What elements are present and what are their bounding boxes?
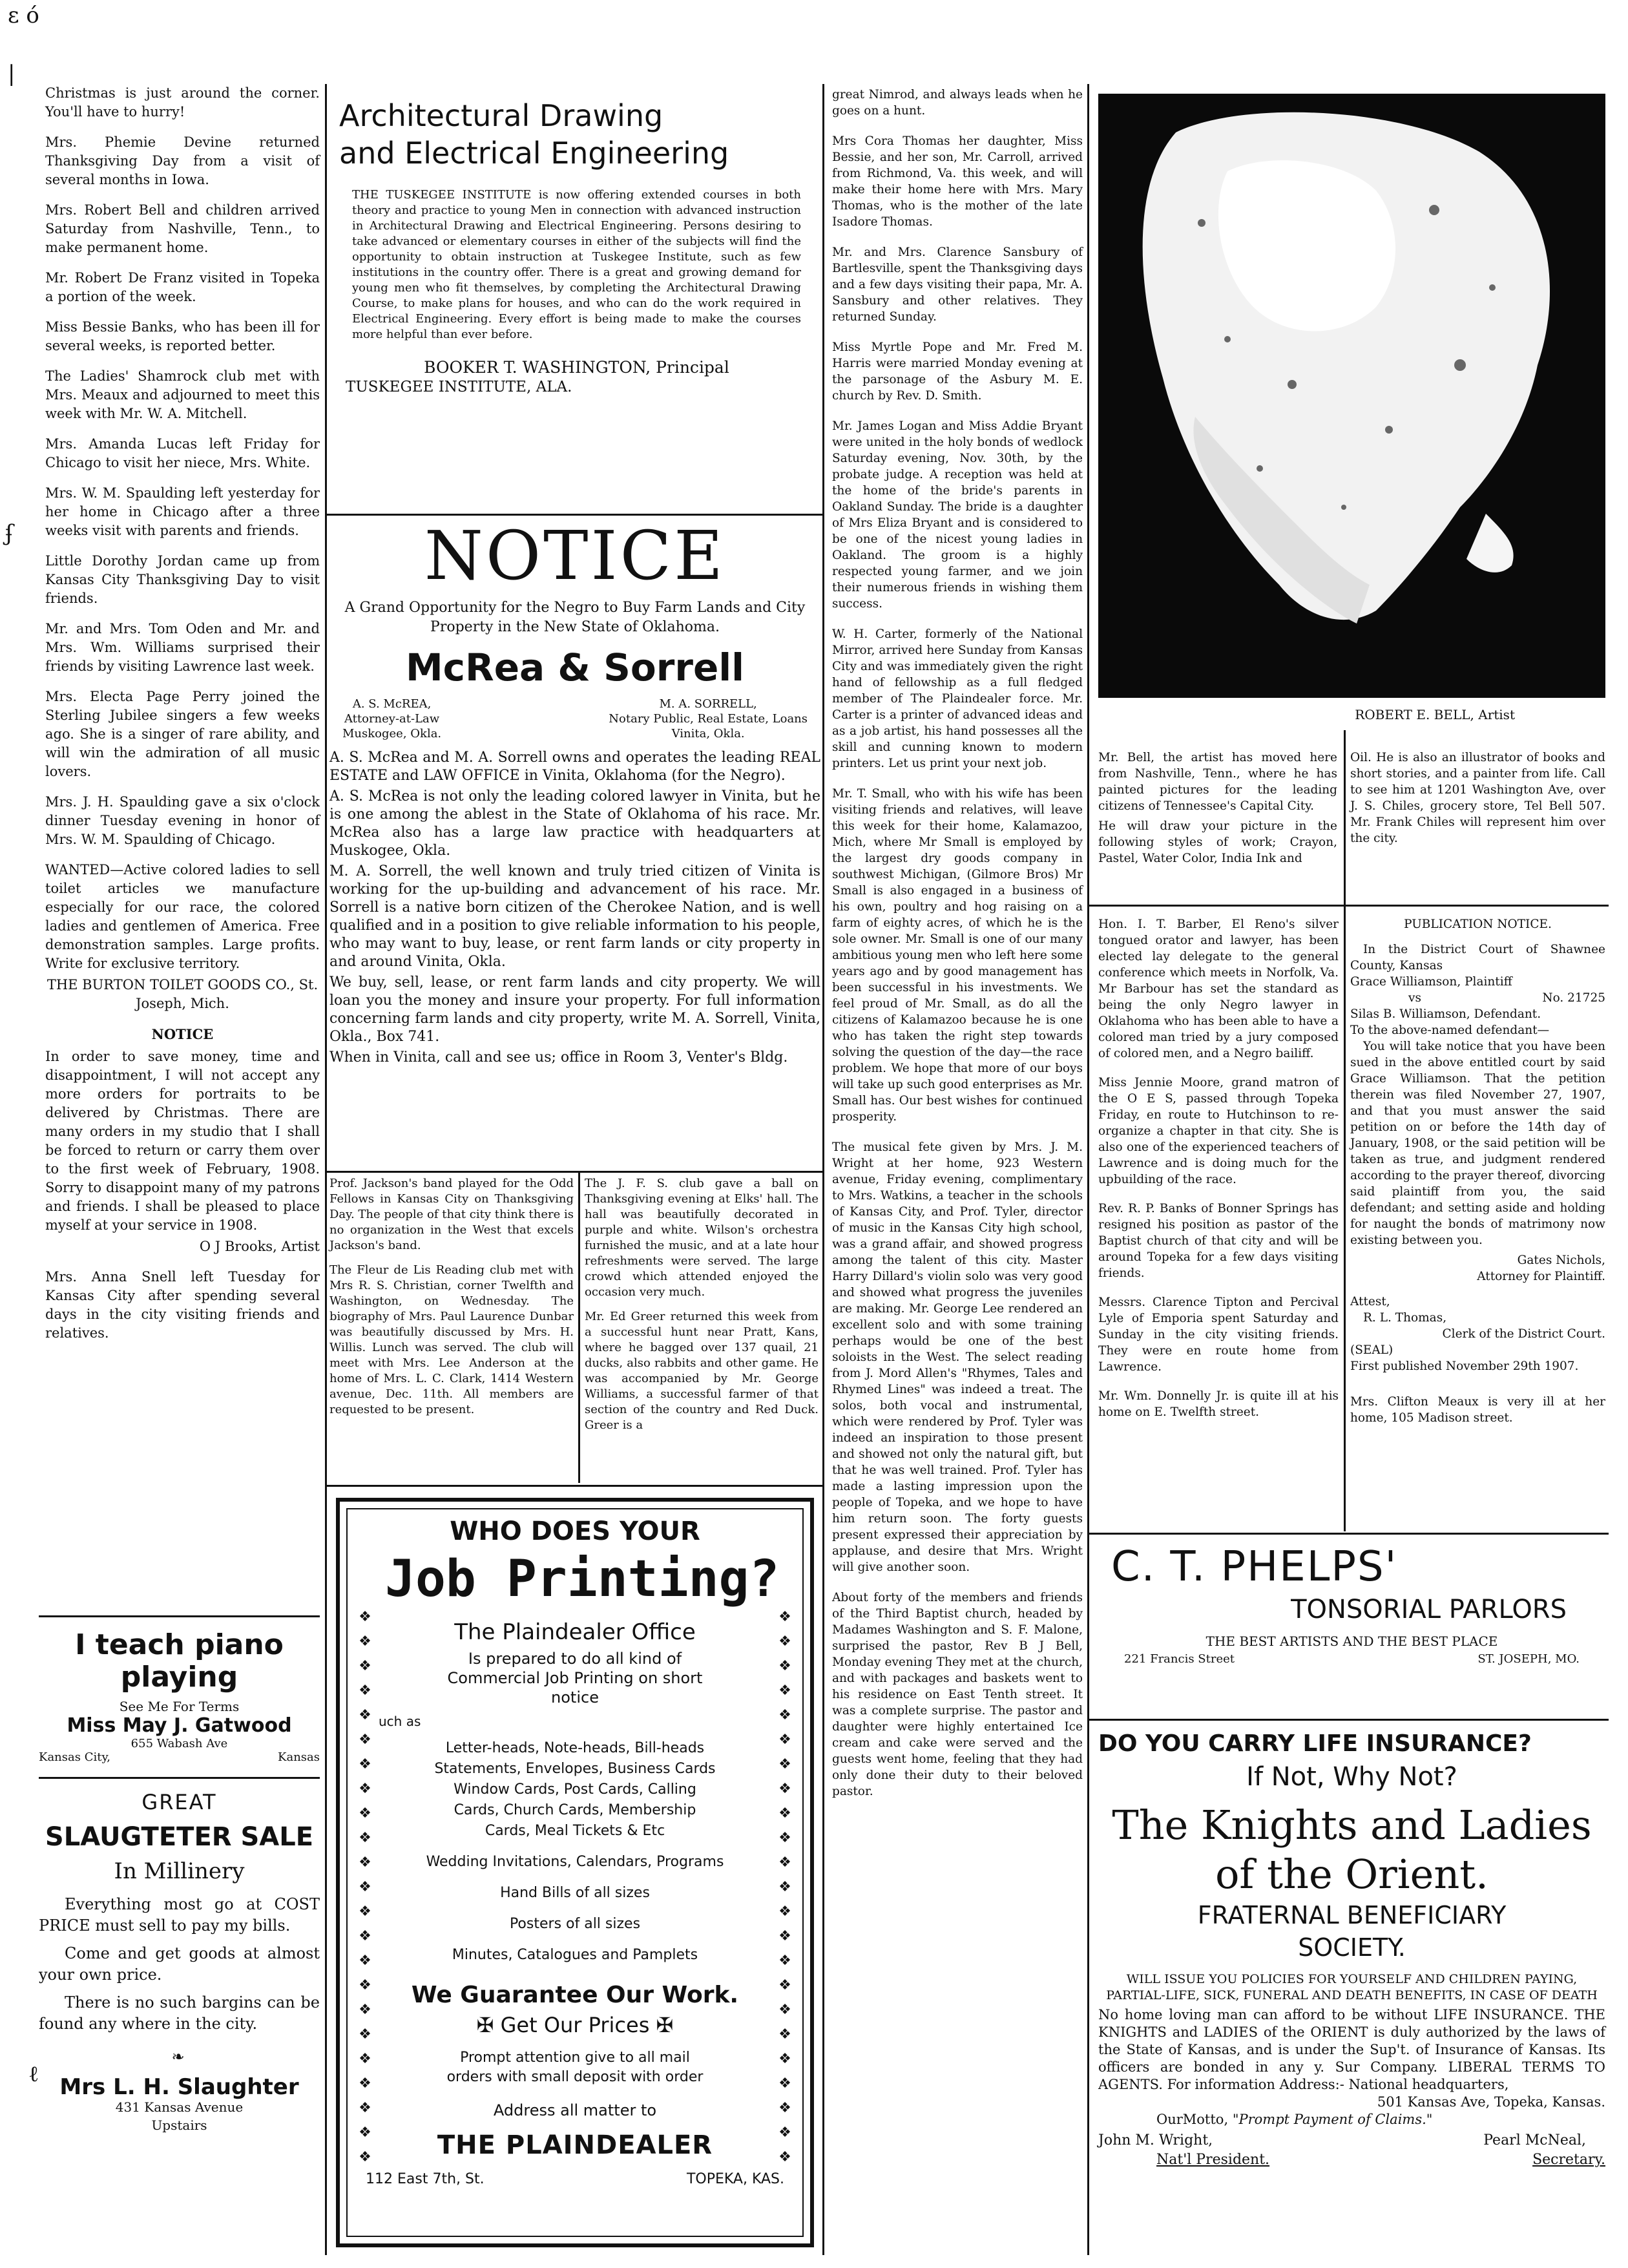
section-rule: [326, 514, 822, 516]
pub-clerk-role: Clerk of the District Court.: [1442, 1327, 1605, 1341]
piano-ad: [39, 1615, 320, 1764]
phelps-line: THE BEST ARTISTS AND THE BEST PLACE: [1205, 1633, 1498, 1649]
pub-first: First published November 29th 1907.: [1350, 1360, 1579, 1373]
job-title: Job Printing?: [385, 1550, 780, 1608]
item: W. H. Carter, formerly of the National Mirror, arrived here Sunday from Kansas City and was immediately given the right hand of fellowship as a full fledged member of The Plaindealer force. Mr. Carter is a printer of advanced ideas and as a job artist, his hand possesses all the skill and cunning known to modern printers. Let us print your next job.: [832, 627, 1083, 770]
margin-mark-top: ɛ ó: [8, 3, 39, 28]
job-street: 112 East 7th, St.: [366, 2171, 485, 2187]
partner-name: M. A. SORRELL,: [659, 697, 757, 711]
item: Mrs Cora Thomas her daughter, Miss Bessie, and her son, Mr. Carroll, arrived from Richmond, Va. this week, and will make their home here with Mrs. Mary Thomas, who is the mother of the late Isadore Thomas.: [832, 134, 1083, 229]
knights-body: No home loving man can afford to be without LIFE INSURANCE. THE KNIGHTS and LADIES of the ORIENT is duly authorized by the laws of the State of Kansas, and is under the Sup't. of Insurance of Kansas. Its officers are bonded in any y. Sur Company. LIBERAL TERMS TO AGENTS. For information Address:- National headquarters,: [1098, 2007, 1605, 2092]
knights-address: 501 Kansas Ave, Topeka, Kansas.: [1377, 2094, 1605, 2110]
item: Christmas is just around the corner. You'll have to hurry!: [45, 85, 320, 120]
item: About forty of the members and friends of the Third Baptist church, headed by Madames Washington and S. F. Malone, surprised the pastor, Rev B J Bell, Monday evening They met at the church, and with packages and baskets went to his residence on East Tenth street. It was a complete surprise. The pastor and daughter were highly entertained Ice cream and cake were served and the guests went home, feeling that they had only done their duty to their beloved pastor.: [832, 1591, 1083, 1798]
wanted-signature: THE BURTON TOILET GOODS CO., St. Joseph, Mich.: [47, 977, 318, 1011]
job-items: [340, 1738, 810, 1966]
sale-title: SLAUGTETER SALE: [45, 1822, 314, 1852]
item: The J. F. S. club gave a ball on Thanksgiving evening at Elks' hall. The hall was beautifully decorated in purple and white. Wilson's orchestra furnished the music, and at a late hour refreshments were served. The large crowd which attended enjoyed the occasion very much.: [585, 1177, 819, 1299]
notice-signature: O J Brooks, Artist: [199, 1239, 320, 1254]
item: Mrs. Electa Page Perry joined the Sterling Jubilee singers a few weeks ago. She is a singer of rare ability, and will win the admiration of all music lovers.: [45, 689, 320, 779]
column-rule: [1344, 730, 1346, 1531]
item: Messrs. Clarence Tipton and Percival Lyle of Emporia spent Saturday and Sunday in the city visiting friends. They were en route home from Lawrence.: [1098, 1296, 1339, 1374]
partner-sorrell: [609, 697, 808, 741]
piano-address: 655 Wabash Ave: [130, 1737, 228, 1750]
officer-title: Secretary.: [1532, 2152, 1605, 2168]
section-rule: [1089, 1719, 1609, 1721]
knights-ad: [1098, 1728, 1605, 2170]
job-item: Wedding Invitations, Calendars, Programs: [426, 1854, 724, 1870]
job-guarantee: We Guarantee Our Work.: [411, 1982, 739, 2008]
arch-signature-place: TUSKEGEE INSTITUTE, ALA.: [346, 379, 572, 395]
partner-place: Muskogee, Okla.: [342, 727, 442, 740]
sale-great: GREAT: [141, 1790, 217, 1814]
knights-question2: If Not, Why Not?: [1246, 1762, 1457, 1792]
item: Miss Myrtle Pope and Mr. Fred M. Harris were married Monday evening at the parsonage of the Asbury M. E. church by Rev. D. Smith.: [832, 341, 1083, 403]
item: Mr. T. Small, who with his wife has been visiting friends and relatives, will leave this week for their home, Kalamazoo, Mich, where Mr Small is employed by the largest dry goods company in southwest Michigan, (Gilmore Bros) Mr Small is also engaged in a business of his own, poultry and hog raising on a farm of eighty acres, of which he is the sole owner. Mr. Small is one of our many ambitious young men who left here some years ago and by good management has been successful in his investments. We feel proud of Mr. Small, as do all the citizens of Kalamazoo because he is one who has taken the right step towards solving the question of the day—the race problem. We hope that more of our boys will take up such good enterprises as Mr. Small has. Our best wishes for continued prosperity.: [832, 787, 1083, 1124]
pub-case: [1350, 990, 1605, 1006]
item: Little Dorothy Jordan came up from Kansas City Thanksgiving Day to visit friends.: [45, 553, 320, 606]
notice-body: [329, 749, 820, 1067]
officer-title: Nat'l President.: [1156, 2152, 1270, 2168]
item: Mr. and Mrs. Clarence Sansbury of Bartlesville, spent the Thanksgiving days and a few days visiting their papa, Mr. A. Sansbury and other relatives. They returned Sunday.: [832, 246, 1083, 324]
knights-society: SOCIETY.: [1298, 1933, 1406, 1962]
item: Mr. and Mrs. Tom Oden and Mr. and Mrs. Wm. Williams surprised their friends by visiting Lawrence last week.: [45, 621, 320, 674]
knights-officer-titles: [1098, 2150, 1605, 2170]
item: Mr. Wm. Donnelly Jr. is quite ill at his home on E. Twelfth street.: [1098, 1389, 1339, 1419]
sale-body: Everything most go at COST PRICE must sell to pay my bills.: [39, 1895, 320, 1935]
knights-title: The Knights and Ladies: [1112, 1801, 1592, 1849]
phelps-sub: TONSORIAL PARLORS: [1291, 1595, 1567, 1624]
item: Mrs. Robert Bell and children arrived Saturday from Nashville, Tenn., to make permanent home.: [45, 202, 320, 255]
phelps-ad: [1098, 1541, 1605, 1666]
job-prices-line: [340, 2011, 810, 2039]
knights-motto: [1098, 2111, 1605, 2128]
bell-text: Mr. Bell, the artist has moved here from Nashville, Tenn., where he has painted pictures for the leading citizens of Tennessee's Capital City.: [1098, 751, 1337, 813]
job-prompt: Prompt attention give to all mail orders with small deposit with order: [446, 2050, 704, 2085]
firm-name: McRea & Sorrell: [405, 646, 745, 689]
notice-paragraph: A. S. McRea is not only the leading colored lawyer in Vinita, but he is one among the ablest in the State of Oklahoma of his race. Mr. McRea also has a large law practice with headquarters at Muskogee, Okla.: [329, 788, 820, 859]
piano-line: See Me For Terms: [119, 1699, 240, 1714]
job-footer: [366, 2171, 784, 2187]
item: Mr. James Logan and Miss Addie Bryant were united in the holy bonds of wedlock Saturday evening, Nov. 30th, by the probate judge. A reception was held at the home of the bride's parents in Oakland Sunday. The bride is a daughter of Mrs Eliza Bryant and is considered to be one of the nicest young ladies in Oakland. The groom is a highly respected young farmer, and we join their numerous friends in wishing them success.: [832, 419, 1083, 611]
pub-seal: (SEAL): [1350, 1343, 1393, 1357]
sale-floor: Upstairs: [151, 2117, 207, 2133]
pub-attorney-role: Attorney for Plaintiff.: [1477, 1270, 1605, 1283]
job-address-label: Address all matter to: [493, 2101, 657, 2119]
notice-paragraph: We buy, sell, lease, or rent farm lands and city property. We will loan you the money and insure your property. For full information concerning farm lands and city property, write M. A. Sorrell, Vinita, Okla., Box 741.: [329, 974, 820, 1045]
item: Hon. I. T. Barber, El Reno's silver tongued orator and lawyer, has been elected lay delegate to the general conference which meets in Norfolk, Va. Mr Barbour has set the standard as being the only Negro lawyer in Oklahoma who has been able to have a colored man tried by a jury composed of colored men, and a Negro bailiff.: [1098, 918, 1339, 1060]
job-item: Cards, Church Cards, Membership: [454, 1802, 696, 1818]
item: Mrs. J. H. Spaulding gave a six o'clock dinner Tuesday evening in honor of Mrs. W. M. Spaulding of Chicago.: [45, 794, 320, 847]
pub-vs: vs: [1408, 991, 1421, 1005]
notice-paragraph: M. A. Sorrell, the well known and truly tried citizen of Vinita is working for the up-building and advancement of his race. Mr. Sorrell is a native born citizen of the Cherokee Nation, and is well qualified and in a position to give reliable information to his people, who may want to buy, lease, or rent farm lands or city property in and around Vinita, Okla.: [329, 863, 820, 970]
item: The Ladies' Shamrock club met with Mrs. Meaux and adjourned to meet this week with Mr. W. A. Mitchell.: [45, 368, 320, 421]
job-city: TOPEKA, KAS.: [686, 2171, 784, 2187]
partner-role: Notary Public, Real Estate, Loans: [609, 712, 808, 726]
slaughter-sale-ad: [39, 1777, 320, 2134]
sale-millinery: In Millinery: [114, 1858, 245, 1884]
partner-role: Attorney-at-Law: [344, 712, 440, 726]
column-d: [1098, 916, 1339, 1432]
pub-court: In the District Court of Shawnee County, Kansas: [1350, 943, 1605, 972]
notice-title: NOTICE: [151, 1026, 214, 1042]
knights-question: DO YOU CARRY LIFE INSURANCE?: [1098, 1730, 1532, 1757]
phelps-title: C. T. PHELPS': [1111, 1543, 1398, 1591]
piano-title: I teach piano playing: [75, 1628, 284, 1694]
bell-column-right: [1350, 750, 1605, 858]
item: Rev. R. P. Banks of Bonner Springs has resigned his position as pastor of the Baptist church of that city and will be around Topeka for a few days visiting friends.: [1098, 1202, 1339, 1280]
architectural-ad: [339, 97, 814, 395]
knights-motto-text: "Prompt Payment of Claims.": [1232, 2112, 1433, 2127]
column-rule: [1087, 84, 1089, 2255]
pub-attorney: Gates Nichols,: [1517, 1254, 1605, 1267]
arch-signature: BOOKER T. WASHINGTON, Principal: [424, 358, 729, 377]
column-b2: [585, 1176, 819, 1445]
column-c: [832, 87, 1083, 1811]
bell-column-left: [1098, 750, 1337, 878]
partner-place: Vinita, Okla.: [671, 727, 745, 740]
item: Miss Jennie Moore, grand matron of the O E S, passed through Topeka Friday, en route to Hutchinson to re-organize a chapter in that city. She is also one of the experienced teachers of Lawrence and is doing much for the upbuilding of the race.: [1098, 1076, 1339, 1186]
margin-mark: ʄ: [5, 520, 14, 546]
arch-body: THE TUSKEGEE INSTITUTE is now offering extended courses in both theory and practice to young Men in connection with advanced instruction in Architectural Drawing and Electrical Engineering. Persons desiring to take advanced or elementary courses in either of the subjects will find the opportunity to obtain instruction at Tuskegee Institute, such as few institutions in the country offer. There is a great and growing demand for young men who fit themselves, by completing the Architectural Drawing Course, to make plans for houses, and who can do the work required in Electrical Engineering. Every effort is being made to make the courses more helpful than ever before.: [352, 188, 801, 341]
pub-body: You will take notice that you have been sued in the above entitled court by said Grace Williamson. That the petition therein was filed November 27, 1907, and that you must answer the said petition on or before the 14th day of January, 1908, or the said petition will be taken as true, and judgment rendered according to the prayer thereof, divorcing said plaintiff from you, the said defendant; and setting aside and holding for naught the bonds of matrimony now existing between you.: [1350, 1040, 1606, 1247]
column-a: [45, 84, 320, 1354]
partner-name: A. S. McREA,: [352, 697, 432, 711]
job-item: Minutes, Catalogues and Pamplets: [452, 1947, 698, 1963]
margin-mark: |: [8, 61, 16, 87]
photo-caption: ROBERT E. BELL, Artist: [1355, 707, 1515, 722]
sale-address: 431 Kansas Avenue: [115, 2099, 244, 2115]
item: The musical fete given by Mrs. J. M. Wright at her home, 923 Western avenue, Friday evening, complimentary to Mrs. Watkins, a teacher in the schools of Kansas City, and Prof. Tyler, director of music in the Kansas City high school, was a grand affair, and showed progress among the talent of this city. Master Harry Dillard's violin solo was very good and showed what progress the juveniles are making. Mr. George Lee rendered an excellent solo and with some training perhaps would be one of the best soloists in the West. The select reading from J. Mord Allen's "Rhymes, Tales and Rhymed Lines" was indeed a treat. The solos, both vocal and instrumental, which were rendered by Prof. Tyler was indeed an inspiration to those present and showed not only the natural gift, but that he was well trained. Prof. Tyler has made a lasting impression upon the people of Topeka, and we hope to have him return soon. The forty guests present expressed their appreciation by applause, and desire that Mrs. Wright will give another soon.: [832, 1140, 1083, 1574]
item: Mr. Ed Greer returned this week from a successful hunt near Pratt, Kans, where he bagged over 137 quail, 21 ducks, also rabbits and other game. He was accompanied by Mr. George Williams, a successful farmer of that section of the country and Red Duck. Greer is a: [585, 1310, 819, 1432]
job-prices: Get Our Prices: [500, 2013, 650, 2037]
item: Miss Bessie Banks, who has been ill for several weeks, is reported better.: [45, 319, 320, 353]
item: Mrs. Clifton Meaux is very ill at her home, 105 Madison street.: [1350, 1395, 1605, 1425]
knights-issue: WILL ISSUE YOU POLICIES FOR YOURSELF AND CHILDREN PAYING, PARTIAL-LIFE, SICK, FUNERAL AND DEATH BENEFITS, IN CASE OF DEATH: [1106, 1972, 1598, 2002]
job-item: Window Cards, Post Cards, Calling: [454, 1781, 696, 1798]
item: Prof. Jackson's band played for the Odd Fellows in Kansas City on Thanksgiving Day. The people of that city think there is no organization in the West that excels Jackson's band.: [329, 1177, 574, 1252]
officer-name: John M. Wright,: [1098, 2132, 1213, 2148]
phelps-address: 221 Francis Street: [1124, 1652, 1235, 1666]
pub-attest: Attest,: [1350, 1295, 1390, 1308]
pub-defendant: Silas B. Williamson, Defendant.: [1350, 1007, 1541, 1021]
column-rule: [325, 84, 327, 2255]
firm-partners: [342, 697, 808, 741]
item: Mrs. W. M. Spaulding left yesterday for her home in Chicago after a three weeks visit with parents and friends.: [45, 485, 320, 538]
job-office: The Plaindealer Office: [454, 1619, 696, 1645]
border-ornament: ❖ ❖ ❖ ❖ ❖ ❖ ❖ ❖ ❖ ❖ ❖ ❖ ❖ ❖ ❖ ❖ ❖ ❖ ❖ ❖ ❖ ❖ ❖: [778, 1609, 791, 2165]
mcrea-notice: [329, 517, 820, 1078]
notice-body: In order to save money, time and disappointment, I will not accept any more orders for portraits to be delivered by Christmas. There are many orders in my studio that I shall be forced to return or carry them over to the first week of February, 1908. Sorry to disappoint many of my patrons and friends. I shall be pleased to place myself at your service in 1908.: [45, 1049, 320, 1233]
ornament-icon: ✠: [649, 2013, 674, 2037]
job-item: Letter-heads, Note-heads, Bill-heads: [445, 1740, 705, 1756]
piano-name: Miss May J. Gatwood: [67, 1714, 292, 1737]
phelps-address-line: [1124, 1652, 1580, 1666]
column-rule: [578, 1173, 580, 1483]
notice-heading: NOTICE: [424, 516, 726, 595]
portrait-photo: [1098, 94, 1605, 698]
section-rule: [1089, 1533, 1609, 1535]
item: Mrs. Anna Snell left Tuesday for Kansas City after spending several days in the city visiting friends and relatives.: [45, 1269, 320, 1341]
job-such: uch as: [379, 1714, 421, 1729]
pub-clerk: R. L. Thomas,: [1363, 1311, 1447, 1325]
job-who: WHO DOES YOUR: [450, 1517, 700, 1546]
margin-mark: ℓ: [28, 2061, 39, 2087]
item: Mrs. Phemie Devine returned Thanksgiving Day from a visit of several months in Iowa.: [45, 134, 320, 187]
job-paper: THE PLAINDEALER: [437, 2130, 713, 2160]
job-item: Hand Bills of all sizes: [500, 1885, 650, 1901]
partner-mcrea: [342, 697, 441, 741]
officer-name: Pearl McNeal,: [1483, 2132, 1586, 2148]
portrait-image: [1098, 94, 1605, 698]
item: The Fleur de Lis Reading club met with Mrs R. S. Christian, corner Twelfth and Washington, on Wednesday. The biography of Mrs. Paul Laurence Dunbar was beautifully discussed by Mrs. H. Willis. Lunch was served. The club will meet with Mrs. Lee Anderson at the home of Mrs. L. C. Clark, 1414 Western avenue, Dec. 11th. All members are requested to be present.: [329, 1263, 574, 1416]
border-ornament: ❖ ❖ ❖ ❖ ❖ ❖ ❖ ❖ ❖ ❖ ❖ ❖ ❖ ❖ ❖ ❖ ❖ ❖ ❖ ❖ ❖ ❖ ❖: [359, 1609, 371, 2165]
piano-location: [39, 1750, 320, 1764]
job-content: [340, 1516, 810, 2187]
section-rule: [326, 1485, 822, 1487]
knights-society: FRATERNAL BENEFICIARY: [1197, 1901, 1507, 1929]
pub-number: No. 21725: [1542, 991, 1605, 1005]
piano-state: Kansas: [278, 1750, 320, 1764]
pub-plaintiff: Grace Williamson, Plaintiff: [1350, 975, 1512, 989]
bell-text: Oil. He is also an illustrator of books and short stories, and a painter from life. Call to see him at 1201 Washington Ave, over J. S. Chiles, grocery store, Tel Bell 507. Mr. Frank Chiles will represent him over the city.: [1350, 751, 1605, 845]
item: great Nimrod, and always leads when he goes on a hunt.: [832, 88, 1083, 118]
arch-title: Architectural Drawing: [339, 98, 663, 133]
job-item: Posters of all sizes: [509, 1916, 641, 1932]
notice-paragraph: A. S. McRea and M. A. Sorrell owns and operates the leading REAL ESTATE and LAW OFFICE in Vinita, Oklahoma (for the Negro).: [329, 750, 820, 784]
sale-body: There is no such bargins can be found any where in the city.: [39, 1993, 320, 2033]
job-printing-ad: [336, 1498, 814, 2247]
piano-city: Kansas City,: [39, 1750, 110, 1764]
bell-text: He will draw your picture in the following styles of work; Crayon, Pastel, Water Color, India Ink and: [1098, 819, 1337, 865]
sale-body: Come and get goods at almost your own price.: [39, 1944, 320, 1984]
pub-title: PUBLICATION NOTICE.: [1404, 918, 1552, 931]
wanted-ad: WANTED—Active colored ladies to sell toilet articles we manufacture especially for our race, the colored ladies and gentlemen of America. Free demonstration samples. Large profits. Write for exclusive territory.: [45, 862, 320, 971]
section-rule: [1089, 905, 1609, 907]
notice-paragraph: When in Vinita, call and see us; office in Room 3, Venter's Bldg.: [329, 1049, 788, 1066]
knights-title: of the Orient.: [1215, 1851, 1488, 1898]
notice-subtitle: A Grand Opportunity for the Negro to Buy Farm Lands and City Property in the New State of Oklahoma.: [344, 600, 806, 635]
item: Mrs. Amanda Lucas left Friday for Chicago to visit her niece, Mrs. White.: [45, 436, 320, 470]
arch-title: and Electrical Engineering: [339, 136, 729, 171]
knights-officers: [1098, 2131, 1605, 2150]
ornament: ❧: [171, 2048, 187, 2066]
item: Mr. Robert De Franz visited in Topeka a portion of the week.: [45, 270, 320, 304]
ornament-icon: ✠: [476, 2013, 501, 2037]
publication-notice: [1350, 916, 1605, 1438]
job-item: Cards, Meal Tickets & Etc: [485, 1823, 665, 1839]
phelps-city: ST. JOSEPH, MO.: [1477, 1652, 1580, 1666]
column-b1: [329, 1176, 574, 1429]
column-rule: [822, 84, 824, 2255]
sale-name: Mrs L. H. Slaughter: [59, 2074, 299, 2100]
job-item: Statements, Envelopes, Business Cards: [434, 1761, 716, 1777]
knights-motto-label: OurMotto,: [1156, 2112, 1229, 2127]
job-prep: Is prepared to do all kind of Commercial Job Printing on short notice: [447, 1650, 703, 1706]
section-rule: [326, 1171, 822, 1173]
pub-to: To the above-named defendant—: [1350, 1024, 1550, 1037]
